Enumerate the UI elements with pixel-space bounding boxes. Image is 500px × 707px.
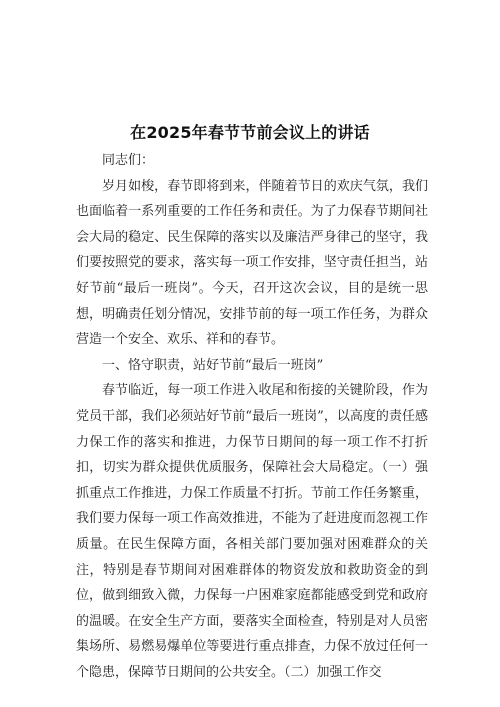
document-title: 在2025年春节节前会议上的讲话 <box>130 123 370 142</box>
document-body <box>76 148 428 685</box>
section-heading-1: 一、恪守职责，站好节前“最后一班岗” <box>102 357 324 373</box>
paragraph-section-1: 春节临近，每一项工作进入收尾和衔接的关键阶段，作为党员干部，我们必须站好节前“最后一班岗”，以高度的责任感力保工作的落实和推进，力保节日期间的每一项工作不打折扣，切实为群众提供优质服务，保障社会大局稳定。（一）强抓重点工作推进，力保工作质量不打折。节前工作任务繁重，我们要力保每一项工作高效推进，不能为了赶进度而忽视工作质量。在民生保障方面，各相关部门要加强对困难群众的关注，特别是春节期间对困难群体的物资发放和救助资金的到位，做到细致入微，力保每一户困难家庭都能感受到党和政府的温暖。在安全生产方面，要落实全面检查，特别是对人员密集场所、易燃易爆单位等要进行重点排查，力保不放过任何一个隐患，保障节日期间的公共安全。（二）加强工作交 <box>76 383 428 680</box>
paragraph-intro: 岁月如梭，春节即将到来，伴随着节日的欢庆气氛，我们也面临着一系列重要的工作任务和责任。为了力保春节期间社会大局的稳定、民生保障的落实以及廉洁严身律己的坚守，我们要按照党的要求，落实每一项工作安排，坚守责任担当，站好节前“最后一班岗”。今天，召开这次会议，目的是统一思想，明确责任划分情况，安排节前的每一项工作任务，为群众营造一个安全、欢乐、祥和的春节。 <box>76 178 428 348</box>
salutation: 同志们： <box>102 153 155 168</box>
